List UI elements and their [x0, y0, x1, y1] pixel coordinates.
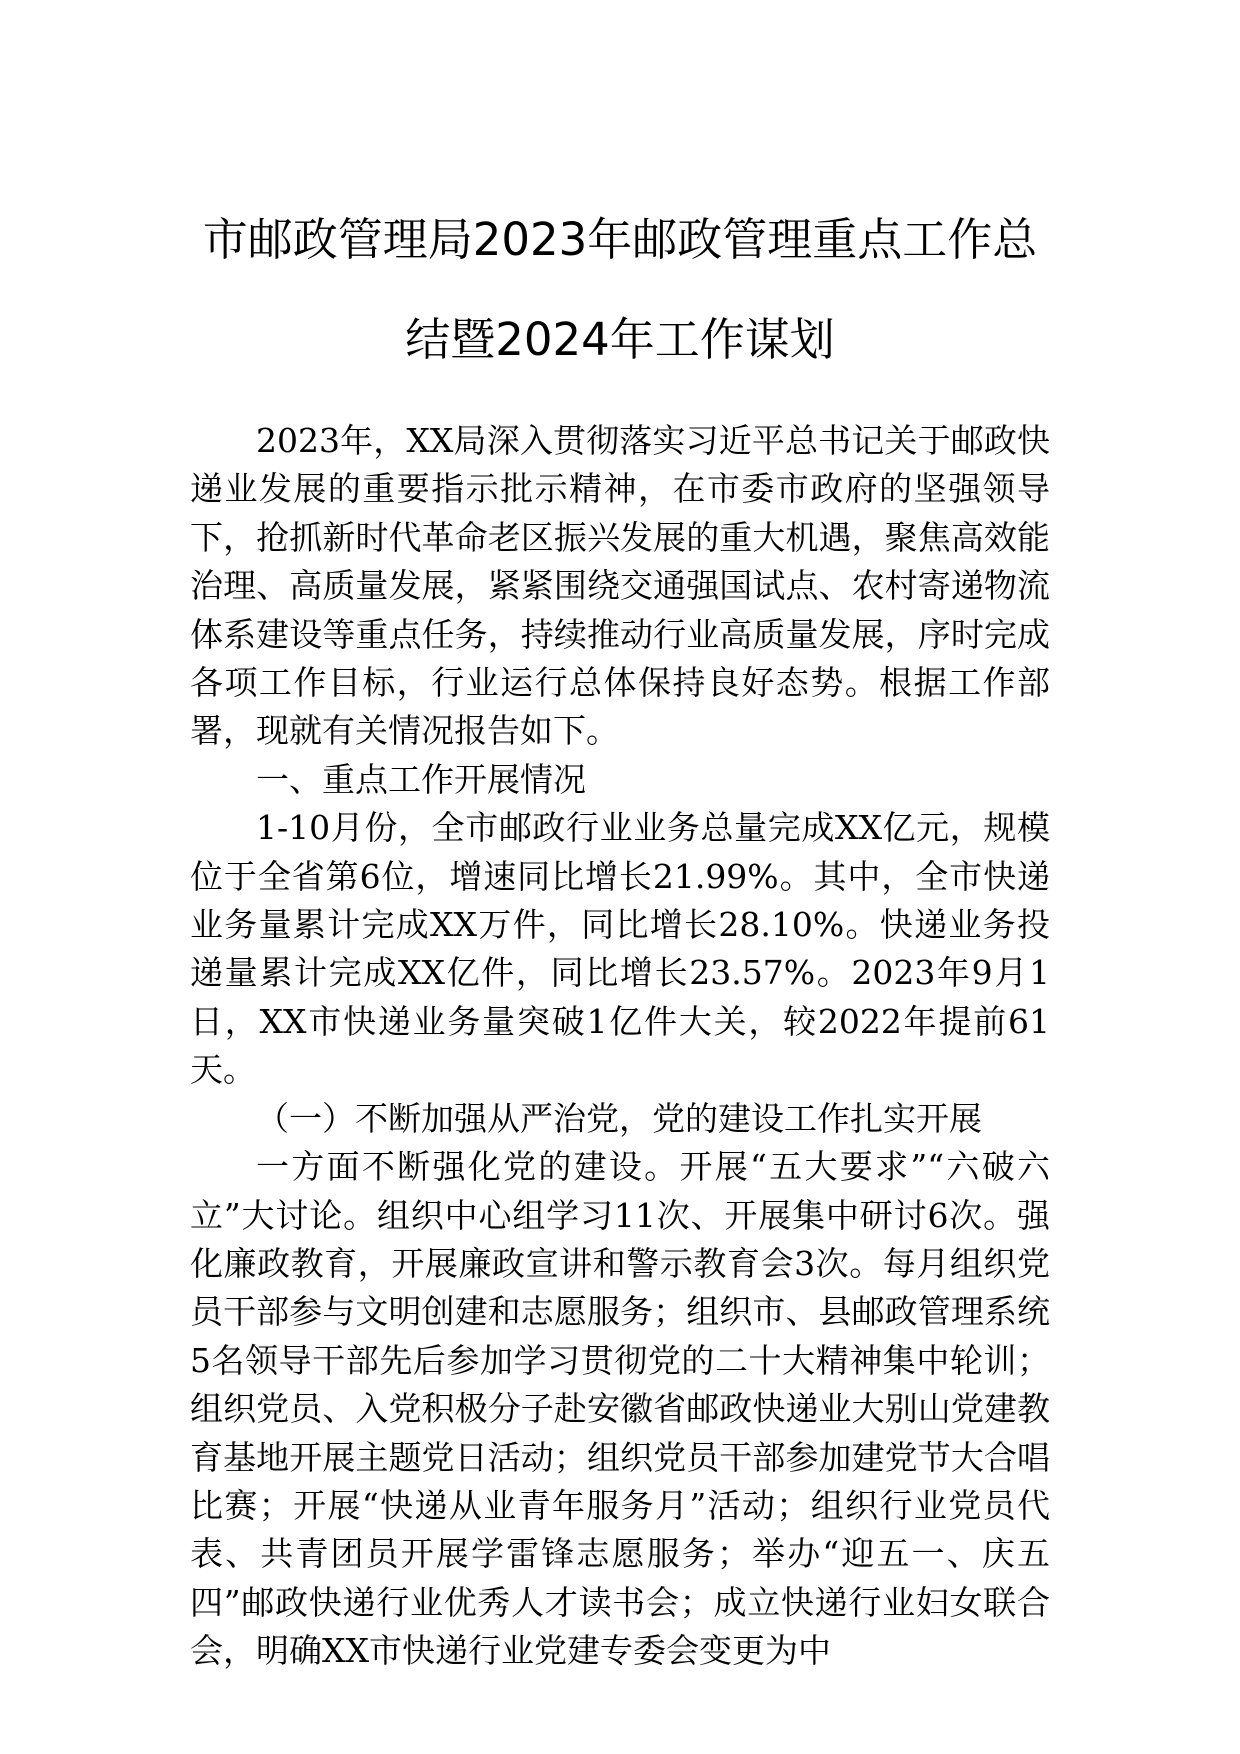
subsection-1-paragraph: 一方面不断强化党的建设。开展“五大要求”“六破六立”大讨论。组织中心组学习11次、开展集中研讨6次。强化廉政教育，开展廉政宣讲和警示教育会3次。每月组织党员干部参与文明创建和志愿服务；组织市、县邮政管理系统5名领导干部先后参加学习贯彻党的二十大精神集中轮训；组织党员、入党积极分子赴安徽省邮政快递业大别山党建教育基地开展主题党日活动；组织党员干部参加建党节大合唱比赛；开展“快递从业青年服务月”活动；组织行业党员代表、共青团员开展学雷锋志愿服务；举办“迎五一、庆五四”邮政快递行业优秀人才读书会；成立快递行业妇女联合会，明确XX市快递行业党建专委会变更为中	[190, 1147, 1050, 1671]
title-line-2: 结暨2024年工作谋划	[405, 313, 835, 366]
subsection-heading-1: （一）不断加强从严治党，党的建设工作扎实开展	[256, 1098, 982, 1138]
intro-paragraph: 2023年，XX局深入贯彻落实习近平总书记关于邮政快递业发展的重要指示批示精神，在市委市政府的坚强领导下，抢抓新时代革命老区振兴发展的重大机遇，聚焦高效能治理、高质量发展，紧紧围绕交通强国试点、农村寄递物流体系建设等重点任务，持续推动行业高质量发展，序时完成各项工作目标，行业运行总体保持良好态势。根据工作部署，现就有关情况报告如下。	[190, 421, 1050, 751]
title-line-1: 市邮政管理局2023年邮政管理重点工作总	[202, 213, 1038, 266]
document-body	[190, 417, 1050, 1676]
document-title	[150, 190, 1090, 390]
section-1-paragraph: 1-10月份，全市邮政行业业务总量完成XX亿元，规模位于全省第6位，增速同比增长21.99%。其中，全市快递业务量累计完成XX万件，同比增长28.10%。快递业务投递量累计完成XX亿件，同比增长23.57%。2023年9月1日，XX市快递业务量突破1亿件大关，较2022年提前61天。	[190, 808, 1050, 1090]
section-heading-1: 一、重点工作开展情况	[256, 759, 586, 799]
